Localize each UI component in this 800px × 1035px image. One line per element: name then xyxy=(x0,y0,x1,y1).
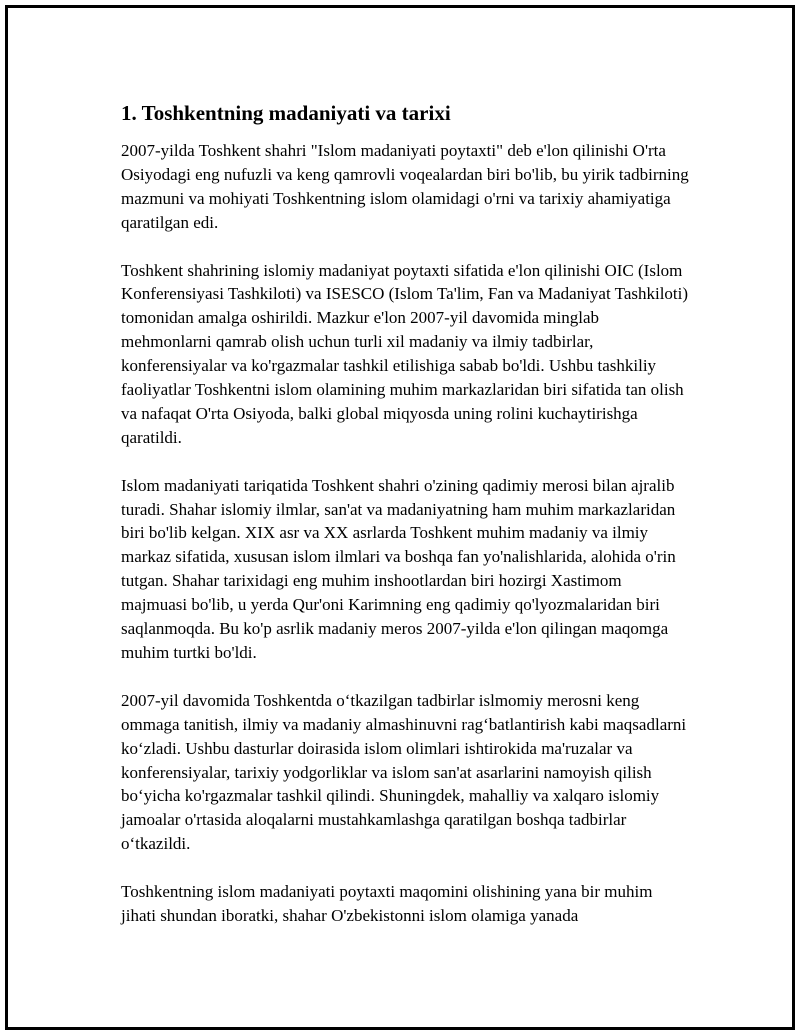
paragraph-5: Toshkentning islom madaniyati poytaxti maqomini olishining yana bir muhim jihati shundan iboratki, shahar O'zbekistonni islom olamiga yanada xyxy=(121,882,653,925)
paragraph-3: Islom madaniyati tariqatida Toshkent shahri o'zining qadimiy merosi bilan ajralib turadi. Shahar islomiy ilmlar, san'at va madaniyatning ham muhim markazlaridan biri bo'lib kelgan. XIX asr va XX asrlarda Toshkent muhim madaniy va ilmiy markaz sifatida, xususan islom ilmlari va boshqa fan yo'nalishlarida, alohida o'rin tutgan. Shahar tarixidagi eng muhim inshootlardan biri hozirgi Xastimom majmuasi bo'lib, u yerda Qur'oni Karimning eng qadimiy qo'lyozmalaridan biri saqlanmoqda. Bu ko'p asrlik madaniy meros 2007-yilda e'lon qilingan maqomga muhim turtki bo'ldi. xyxy=(121,475,676,662)
document-body xyxy=(121,100,691,952)
page-frame xyxy=(5,5,795,1030)
paragraph-4: 2007-yil davomida Toshkentda o‘tkazilgan tadbirlar islmomiy merosni keng ommaga tanitish, ilmiy va madaniy almashinuvni rag‘batlantirish kabi maqsadlarni ko‘zladi. Ushbu dasturlar doirasida islom olimlari ishtirokida ma'ruzalar va konferensiyalar, tarixiy yodgorliklar va islom san'at asarlarini namoyish qilish bo‘yicha ko'rgazmalar tashkil qilindi. Shuningdek, mahalliy va xalqaro islomiy jamoalar o'rtasida aloqalarni mustahkamlashga qaratilgan boshqa tadbirlar o‘tkazildi. xyxy=(121,690,687,854)
paragraph-1: 2007-yilda Toshkent shahri "Islom madaniyati poytaxti" deb e'lon qilinishi O'rta Osiyodagi eng nufuzli va keng qamrovli voqealardan biri bo'lib, bu yirik tadbirning mazmuni va mohiyati Toshkentning islom olamidagi o'rni va tarixiy ahamiyatiga qaratilgan edi. xyxy=(121,141,689,232)
paragraph-2: Toshkent shahrining islomiy madaniyat poytaxti sifatida e'lon qilinishi OIC (Islom Konferensiyasi Tashkiloti) va ISESCO (Islom Ta'lim, Fan va Madaniyat Tashkiloti) tomonidan amalga oshirildi. Mazkur e'lon 2007-yil davomida minglab mehmonlarni qamrab olish uchun turli xil madaniy va ilmiy tadbirlar, konferensiyalar va ko'rgazmalar tashkil etilishiga sabab bo'ldi. Ushbu tashkiliy faoliyatlar Toshkentni islom olamining muhim markazlaridan biri sifatida tan olish va nafaqat O'rta Osiyoda, balki global miqyosda uning rolini kuchaytirishga qaratildi. xyxy=(121,260,689,447)
section-heading: 1. Toshkentning madaniyati va tarixi xyxy=(121,101,451,125)
